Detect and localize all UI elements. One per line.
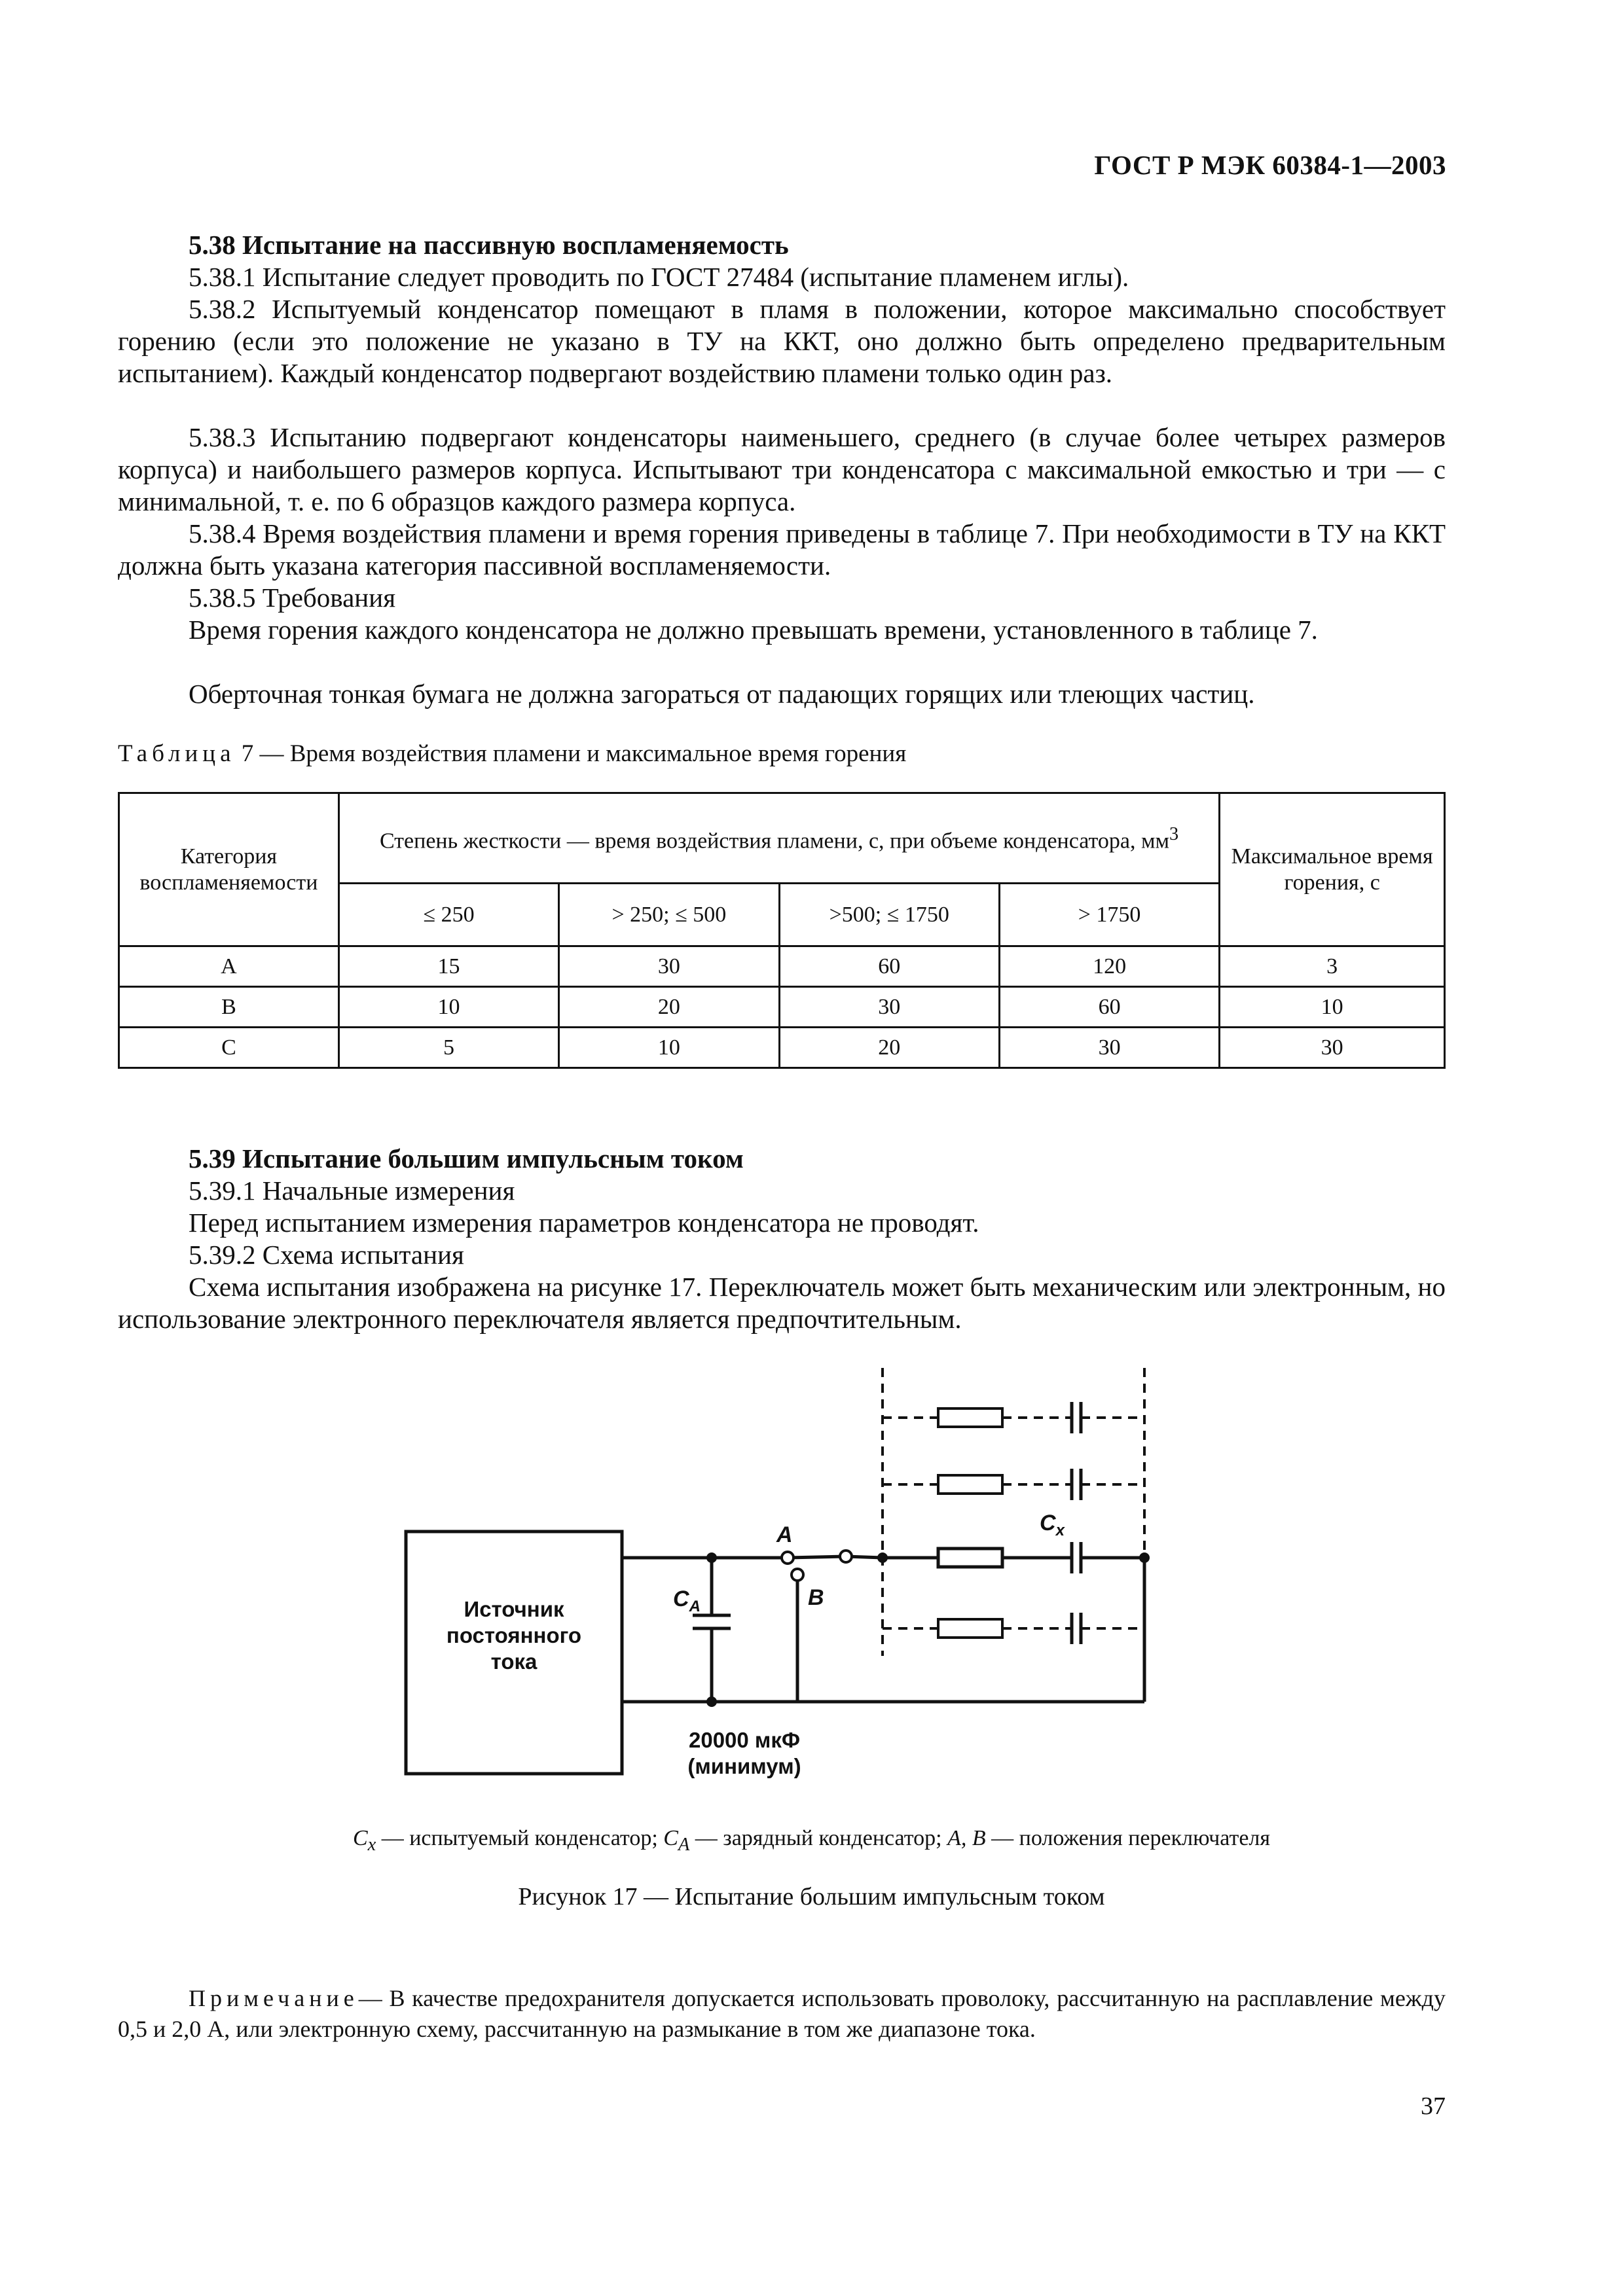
legend-ca: $C_A$	[663, 1826, 690, 1855]
legend-cx: $C_x$	[352, 1826, 376, 1855]
section-538-4: 5.38.4 Время воздействия пламени и время горения приведены в таблице 7. При необходимости в ТУ на ККТ должна быть указана категория пассивной воспламеняемости.	[118, 518, 1446, 581]
section-539-2-text: Схема испытания изображена на рисунке 17. Переключатель может быть механическим или электронным, но использование электронного переключателя является предпочтительным.	[118, 1272, 1446, 1334]
section-538-2: 5.38.2 Испытуемый конденсатор помещают в пламя в положении, которое максимально способствует горению (если это положение не указано в ТУ на ККТ, оно должно быть определено предварительным испытанием). Каждый конденсатор подвергают воздействию пламени только один раз.	[118, 294, 1446, 388]
volume-range: > 250; ≤ 500	[559, 884, 779, 946]
note-text: — В качестве предохранителя допускается использовать проволоку, рассчитанную на расплавление между 0,5 и 2,0 А, или электронную схему, рассчитанную на размыкание в том же диапазоне тока.	[118, 1985, 1446, 2042]
ca-value-label-2: (минимум)	[687, 1754, 801, 1778]
table-7	[118, 792, 1446, 1069]
section-539-1-title: 5.39.1 Начальные измерения	[189, 1175, 515, 1206]
figure-17-circuit	[0, 1348, 1623, 1806]
legend-ca-desc: — зарядный конденсатор;	[689, 1826, 948, 1850]
row-value: 10	[559, 1028, 779, 1068]
cx-label: $C_x$	[1040, 1511, 1065, 1539]
row-value: 30	[999, 1028, 1219, 1068]
section-538-5-text2: Оберточная тонкая бумага не должна загораться от падающих горящих или тлеющих частиц.	[189, 679, 1255, 709]
table-caption	[118, 740, 906, 768]
row-value: 15	[338, 946, 558, 987]
section-539-2-title: 5.39.2 Схема испытания	[189, 1240, 464, 1270]
section-538-heading: 5.38 Испытание на пассивную воспламеняемость	[189, 230, 789, 260]
row-value: 30	[559, 946, 779, 987]
note-label: Примечание	[189, 1985, 359, 2011]
row-value: 20	[779, 1028, 999, 1068]
volume-range: > 1750	[999, 884, 1219, 946]
legend-cx-desc: — испытуемый конденсатор;	[376, 1826, 664, 1850]
row-value: 120	[999, 946, 1219, 987]
switch-contact-a	[782, 1552, 793, 1564]
header-severity	[338, 793, 1219, 884]
row-value: 5	[338, 1028, 558, 1068]
node	[1139, 1552, 1150, 1563]
node	[706, 1696, 717, 1707]
table-caption-text: 7 — Время воздействия пламени и максимальное время горения	[241, 740, 907, 767]
row-max: 30	[1220, 1028, 1445, 1068]
section-538-1: 5.38.1 Испытание следует проводить по ГОСТ 27484 (испытание пламенем иглы).	[189, 262, 1129, 292]
document-code: ГОСТ Р МЭК 60384-1—2003	[1094, 150, 1446, 180]
row-value: 10	[338, 987, 558, 1028]
row-value: 30	[779, 987, 999, 1028]
section-538-5-title: 5.38.5 Требования	[189, 583, 396, 613]
section-539-1-text: Перед испытанием измерения параметров конденсатора не проводят.	[189, 1208, 979, 1238]
row-category: C	[119, 1028, 339, 1068]
node	[877, 1552, 888, 1563]
row-value: 60	[779, 946, 999, 987]
header-category: Категория воспламеняемости	[119, 793, 339, 946]
source-label-1: Источник	[464, 1597, 564, 1621]
switch-lever	[788, 1556, 846, 1558]
note	[118, 1983, 1446, 2045]
table-row	[119, 1028, 1445, 1068]
legend-ab-desc: — положения переключателя	[985, 1826, 1271, 1850]
row-category: A	[119, 946, 339, 987]
header-max-time: Максимальное время горения, с	[1220, 793, 1445, 946]
node	[706, 1552, 717, 1563]
source-label-2: постоянного	[446, 1623, 582, 1647]
figure-legend	[0, 1826, 1623, 1856]
header-severity-text: Степень жесткости — время воздействия пламени, с, при объеме конденсатора, мм	[379, 829, 1169, 853]
header-severity-sup: 3	[1169, 824, 1179, 845]
switch-position-a-label: A	[776, 1522, 793, 1547]
resistor	[938, 1619, 1002, 1638]
legend-ab: A, B	[947, 1826, 986, 1850]
table-row	[119, 946, 1445, 987]
volume-range: >500; ≤ 1750	[779, 884, 999, 946]
page-number: 37	[1421, 2092, 1446, 2120]
row-category: B	[119, 987, 339, 1028]
row-value: 60	[999, 987, 1219, 1028]
section-538-5-text1: Время горения каждого конденсатора не должно превышать времени, установленного в таблице 7.	[189, 615, 1318, 645]
figure-caption: Рисунок 17 — Испытание большим импульсным током	[518, 1883, 1105, 1910]
section-539-heading: 5.39 Испытание большим импульсным током	[189, 1143, 744, 1174]
resistor	[938, 1549, 1002, 1567]
ca-value-label-1: 20000 мкФ	[688, 1728, 801, 1752]
section-538-3: 5.38.3 Испытанию подвергают конденсаторы наименьшего, среднего (в случае более четырех размеров корпуса) и наибольшего размеров корпуса. Испытывают три конденсатора с максимальной емкостью и три — с минимальной, т. е. по 6 образцов каждого размера корпуса.	[118, 422, 1446, 516]
volume-range: ≤ 250	[338, 884, 558, 946]
row-value: 20	[559, 987, 779, 1028]
table-row	[119, 987, 1445, 1028]
switch-contact	[840, 1551, 852, 1562]
row-max: 10	[1220, 987, 1445, 1028]
table-caption-label: Таблица	[118, 740, 236, 767]
resistor	[938, 1475, 1002, 1494]
switch-contact-b	[792, 1569, 803, 1581]
resistor	[938, 1408, 1002, 1427]
row-max: 3	[1220, 946, 1445, 987]
source-label-3: тока	[490, 1649, 538, 1674]
ca-label: $C_A$	[673, 1587, 701, 1615]
switch-position-b-label: B	[808, 1585, 824, 1610]
